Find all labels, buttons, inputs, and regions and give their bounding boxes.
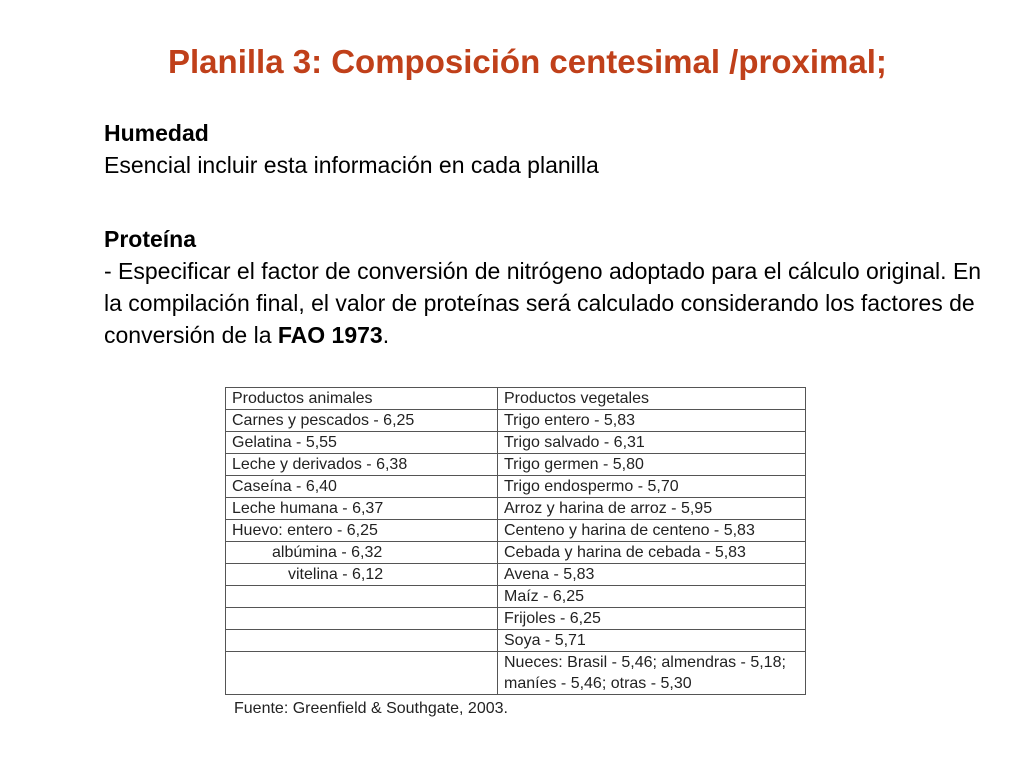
vegetable-cell: Centeno y harina de centeno - 5,83 xyxy=(498,520,806,542)
vegetable-cell: Frijoles - 6,25 xyxy=(498,608,806,630)
vegetable-cell: Trigo endospermo - 5,70 xyxy=(498,476,806,498)
animal-cell: albúmina - 6,32 xyxy=(226,542,498,564)
table-header-row xyxy=(226,388,806,410)
table-row xyxy=(226,630,806,652)
table-row xyxy=(226,410,806,432)
table-row xyxy=(226,454,806,476)
vegetable-cell: Trigo germen - 5,80 xyxy=(498,454,806,476)
slide-body xyxy=(104,117,984,351)
animal-cell: Leche humana - 6,37 xyxy=(226,498,498,520)
humedad-text: Esencial incluir esta información en cada planilla xyxy=(104,152,599,178)
vegetable-cell: Arroz y harina de arroz - 5,95 xyxy=(498,498,806,520)
table-row xyxy=(226,520,806,542)
animal-cell xyxy=(226,608,498,630)
conversion-factors-table xyxy=(225,387,806,695)
table-row xyxy=(226,542,806,564)
vegetable-cell: Maíz - 6,25 xyxy=(498,586,806,608)
proteina-text-main: - Especificar el factor de conversión de nitrógeno adoptado para el cálculo original. En la compilación final, el valor de proteínas será calculado considerando los factores de conversión de la xyxy=(104,258,982,348)
vegetable-cell: Trigo salvado - 6,31 xyxy=(498,432,806,454)
vegetable-cell: Cebada y harina de cebada - 5,83 xyxy=(498,542,806,564)
table-row xyxy=(226,652,806,695)
animal-cell xyxy=(226,652,498,695)
animal-cell: vitelina - 6,12 xyxy=(226,564,498,586)
proteina-heading: Proteína xyxy=(104,226,197,252)
animal-cell: Leche y derivados - 6,38 xyxy=(226,454,498,476)
humedad-heading: Humedad xyxy=(104,120,209,146)
conversion-factors-table-wrap xyxy=(225,387,806,695)
table-row xyxy=(226,586,806,608)
table-row xyxy=(226,608,806,630)
animal-cell: Gelatina - 5,55 xyxy=(226,432,498,454)
table-row xyxy=(226,476,806,498)
table-row xyxy=(226,564,806,586)
animal-cell: Caseína - 6,40 xyxy=(226,476,498,498)
vegetable-cell: Nueces: Brasil - 5,46; almendras - 5,18; maníes - 5,46; otras - 5,30 xyxy=(498,652,806,695)
animal-cell xyxy=(226,586,498,608)
table-source: Fuente: Greenfield & Southgate, 2003. xyxy=(234,700,508,717)
proteina-text-end: . xyxy=(382,322,390,348)
vegetable-cell: Trigo entero - 5,83 xyxy=(498,410,806,432)
header-vegetable-products: Productos vegetales xyxy=(498,388,806,410)
header-animal-products: Productos animales xyxy=(226,388,498,410)
fao-reference: FAO 1973 xyxy=(277,322,383,348)
section-spacer xyxy=(104,181,984,223)
animal-cell: Huevo: entero - 6,25 xyxy=(226,520,498,542)
vegetable-cell: Soya - 5,71 xyxy=(498,630,806,652)
vegetable-cell: Avena - 5,83 xyxy=(498,564,806,586)
table-row xyxy=(226,432,806,454)
table-row xyxy=(226,498,806,520)
animal-cell xyxy=(226,630,498,652)
animal-cell: Carnes y pescados - 6,25 xyxy=(226,410,498,432)
slide-title: Planilla 3: Composición centesimal /proximal; xyxy=(168,43,887,80)
proteina-text xyxy=(104,255,984,351)
